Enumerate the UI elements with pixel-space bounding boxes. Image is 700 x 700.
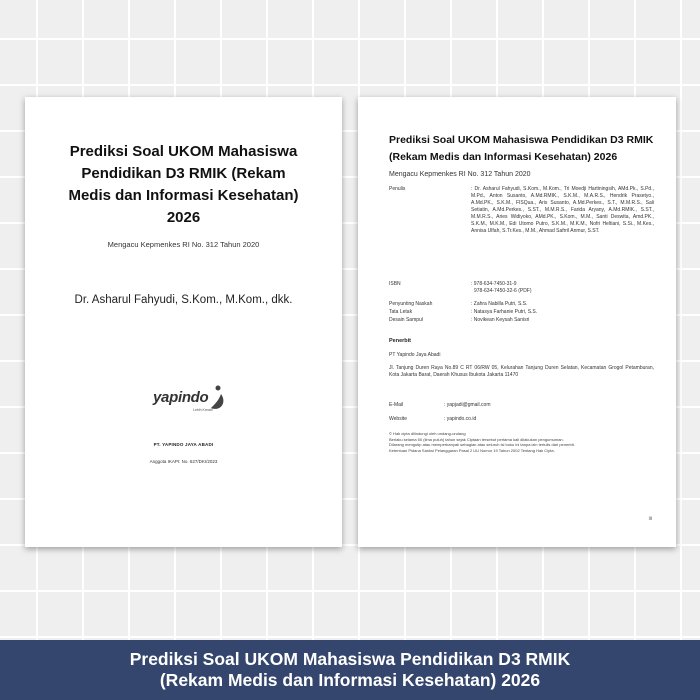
product-title-banner [0,640,700,700]
banner-line: Prediksi Soal UKOM Mahasiswa Pendidikan D3 RMIK [129,649,571,669]
isbn-pdf: 978-634-7450-32-6 (PDF) [474,288,532,294]
credit-row [389,301,654,309]
website-value: : yapindo.co.id [444,416,477,422]
cover-title-line: Medis dan Informasi Kesehatan) [68,187,299,204]
page-number: iii [648,516,652,522]
cover-ikapi-number: Anggota IKAPI: No. 627/DKI/2023 [149,459,218,464]
cover-reference: Mengacu Kepmenkes RI No. 312 Tahun 2020 [107,240,260,249]
legal-line: © Hak cipta dilindungi oleh undang-undang [389,431,466,436]
credit-label: Penyunting Naskah [389,301,433,307]
penerbit-heading: Penerbit [389,338,412,344]
logo-word: yapindo [153,389,209,406]
credit-value: : Natasya Farhanie Putri, S.S. [471,309,538,315]
publisher-address: Jl. Tanjung Duren Raya No.89 C RT 06/RW 05, Kelurahan Tanjung Duren Selatan, Kecamatan Grogol Petamburan, Kota Jakarta Barat, Daerah Khusus Ibukota Jakarta 11470 [389,365,654,379]
penulis-label: Penulis [389,186,406,192]
cover-title-line: 2026 [166,209,201,226]
cover-page [25,97,342,547]
banner-line: (Rekam Medis dan Informasi Kesehatan) 2026 [159,670,541,690]
isbn-label: ISBN [389,281,401,287]
email-value: : yapjadi@gmail.com [444,402,491,408]
copyright-page [358,97,676,547]
copyright-title [389,132,654,166]
isbn-print: : 978-634-7450-31-9 [471,281,517,287]
website-label: Website [389,416,407,422]
copyright-title-line: (Rekam Medis dan Informasi Kesehatan) 2026 [389,151,618,163]
cover-title-line: Pendidikan D3 RMIK (Rekam [81,165,286,182]
penulis-value: : Dr. Asharul Fahyudi, S.Kom., M.Kom., Tri Moedji Hartiningsih, AMd.Pk., S.Pd., M.Pd., Anton Susanto, A.Md.RMIK., S.K.M., M.A.R.S., Hendrik Prasetyo., A.Md.PK., S.K.M., FISQua., Aris Susanto, A.Md.Perkes., S.T., M.M.R.S., Sali Setiatin, A.Md.Perkes., S.ST., M.M.R.S., Farida Aryany, A.Md.RMIK., S.ST., M.M.R.S., Aries Widiyoko, AMd.PK., S.Kom., M.M., Santi Deswita, Amd.PK., S.K.M., M.K.M., Edi Utomo Putro, S.K.M., M.K.M., Nofri Heltiani, S.Si., M.Kes., Annisa Ulfah, S.Tr.Kes., M.M., Ahmad Safrril Anmur, S.ST. [471,186,654,234]
email-row [389,402,654,410]
cover-author: Dr. Asharul Fahyudi, S.Kom., M.Kom., dkk. [74,294,293,306]
logo-tagline: Lebih Kreatif [193,408,213,412]
publisher-name: PT Yapindo Jaya Abadi [389,352,441,358]
credit-label: Desain Sampul [389,317,423,323]
cover-title [45,141,322,229]
legal-line: Berlaku selama 50 (lima puluh) tahun sejak Ciptaan tersebut pertama kali dilakukan pengumuman. [389,436,564,442]
legal-line: Ketentuan Pidana Sanksi Pelanggaran Pasal 2 UU Nomor 19 Tahun 2002 Tentang Hak Cipta. [389,447,555,453]
legal-line: Dilarang mengutip atau memperbanyak sebagian atau seluruh isi buku ini tanpa izin tertulis dari penerbit. [389,442,575,448]
isbn-values [471,281,654,295]
credit-label: Tata Letak [389,309,413,315]
credit-value: : Novikean Keysah Sanisri [471,317,530,323]
penulis-row [389,186,654,286]
credit-row [389,317,654,325]
copyright-reference: Mengacu Kepmenkes RI No. 312 Tahun 2020 [389,171,531,178]
cover-publisher: PT. YAPINDO JAYA ABADI [153,442,214,447]
credit-row [389,309,654,317]
credit-value: : Zahra Nabilla Putri, S.S. [471,301,528,307]
yapindo-logo [153,384,233,418]
website-row [389,416,654,424]
legal-notice [389,431,654,453]
cover-title-line: Prediksi Soal UKOM Mahasiswa [69,143,298,160]
isbn-row [389,281,654,297]
email-label: E-Mail [389,402,404,408]
copyright-title-line: Prediksi Soal UKOM Mahasiswa Pendidikan D3 RMIK [389,134,654,146]
